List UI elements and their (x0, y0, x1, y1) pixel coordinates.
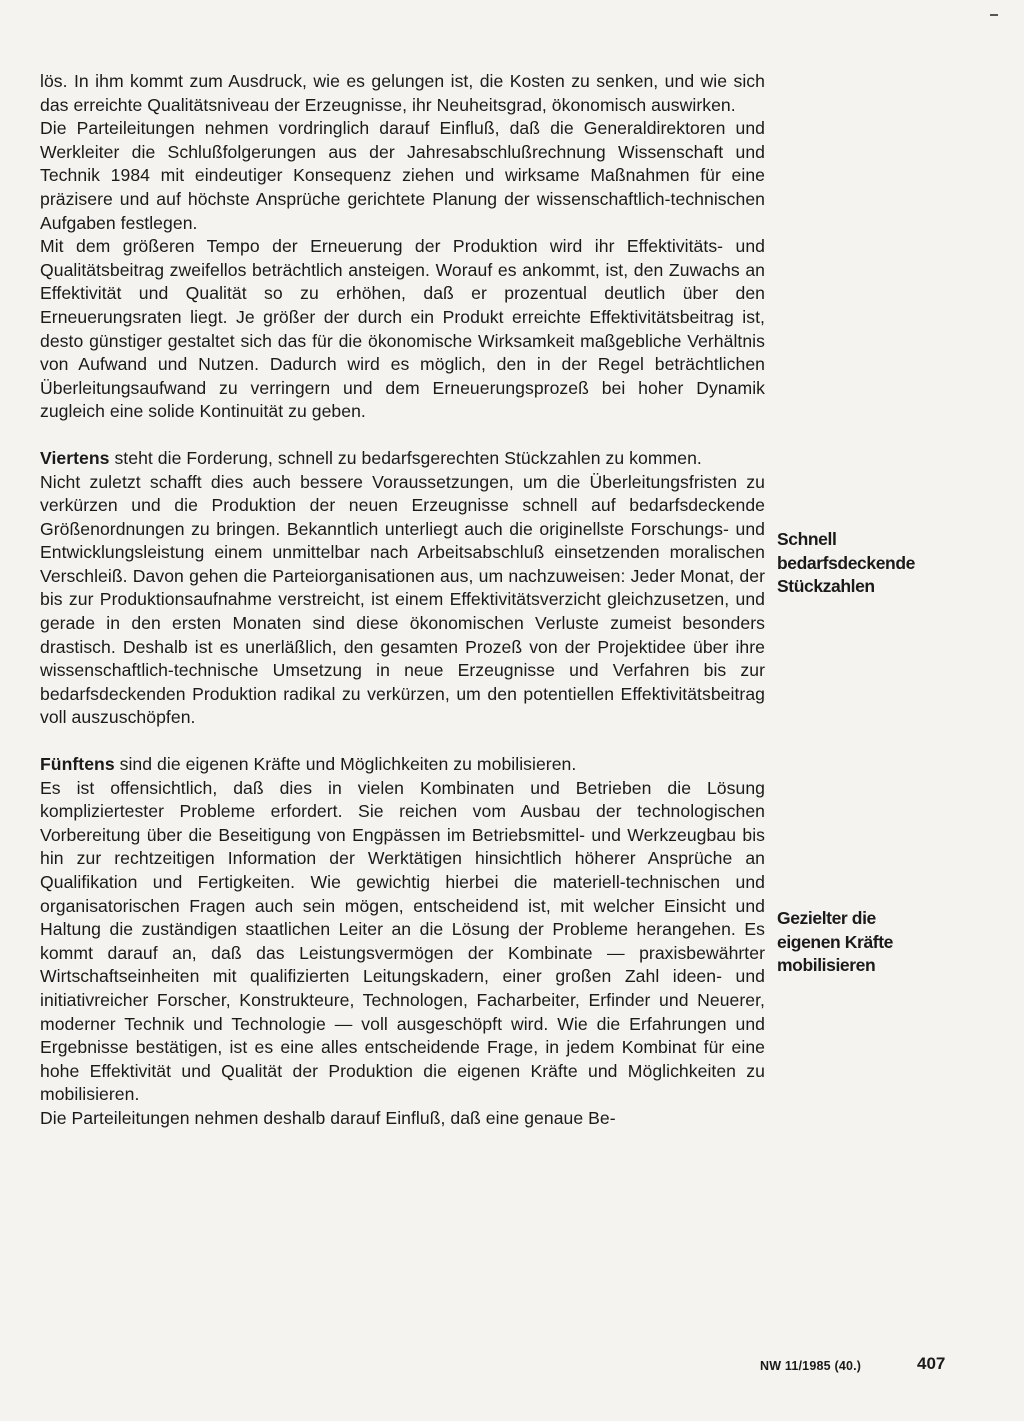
paragraph-viertens: Viertens steht die Forderung, schnell zu bedarfsgerechten Stückzahlen zu kommen. (40, 447, 702, 468)
paragraph: Es ist offensichtlich, daß dies in vielen Kombinaten und Betrieben die Lösung kompliziertester Probleme erfordert. Sie reichen vom Ausbau der technologischen Vorbereitung über die Beseitigung von Engpässen im Betriebsmittel- und Werkzeugbau bis hin zur rechtzeitigen Information der Werktätigen hinsichtlich höherer Ansprüche an Qualifikation und Fertigkeiten. Wie gewichtig hierbei die materiell-technischen und organisatorischen Fragen auch sein mögen, entscheidend ist, mit welcher Einsicht und Haltung die zuständigen staatlichen Leiter an die Lösung der Probleme herangehen. Es kommt darauf an, daß das Leistungsvermögen der Kombinate — praxisbewährter Wirtschaftseinheiten mit qualifizierten Leitungskadern, einer großen Zahl ideen- und initiativreicher Forscher, Konstrukteure, Technologen, Facharbeiter, Erfinder und Neuerer, moderner Technik und Technologie — voll ausgeschöpft wird. Wie die Erfahrungen und Ergebnisse bestätigen, ist es eine alles entscheidende Frage, in jedem Kombinat für eine hohe Effektivität und Qualität der Produktion die eigenen Kräfte und Möglichkeiten zu mobilisieren. (40, 777, 765, 1105)
paragraph: Mit dem größeren Tempo der Erneuerung der Produktion wird ihr Effektivitäts- und Qualitätsbeitrag zweifellos beträchtlich ansteigen. Worauf es ankommt, ist, den Zuwachs an Effektivität und Qualität so zu erhöhen, daß er prozentual deutlich über den Erneuerungsraten liegt. Je größer der durch ein Produkt erreichte Effektivitätsbeitrag ist, desto günstiger gestaltet sich das für die ökonomische Wirksamkeit maßgebliche Verhältnis von Aufwand und Nutzen. Dadurch wird es möglich, den in der Regel beträchtlichen Überleitungsaufwand zu verringern und dem Erneuerungsprozeß bei hoher Dynamik zugleich eine solide Kontinuität zu geben. (40, 236, 765, 422)
margin-note-stueckzahlen (777, 528, 977, 599)
margin-note-kraefte (777, 907, 977, 978)
paragraph: Nicht zuletzt schafft dies auch bessere Voraussetzungen, um die Überleitungsfristen zu verkürzen und die Produktion der neuen Erzeugnisse schnell auf bedarfsdeckende Größenordnungen zu bringen. Bekanntlich unterliegt auch die originellste Forschungs- und Entwicklungsleistung einem unmittelbar nach Arbeitsabschluß einsetzenden moralischen Verschleiß. Davon gehen die Parteiorganisationen aus, um nachzuweisen: Jeder Monat, der bis zur Produktionsaufnahme verstreicht, ist einem Effektivitätsverzicht gleichzusetzen, und gerade in den ersten Monaten sind diese ökonomischen Verluste zumeist besonders drastisch. Deshalb ist es unerläßlich, den gesamten Prozeß von der Projektidee über ihre wissenschaftlich-technische Umsetzung in neue Erzeugnisse und Verfahren bis zur bedarfsdeckenden Produktion radikal zu verkürzen, um den potentiellen Effektivitätsbeitrag voll auszuschöpfen. (40, 471, 765, 728)
margin-note-line: bedarfsdeckende (777, 552, 915, 573)
paragraph-lead: Viertens (40, 447, 110, 468)
paragraph-lead: Fünftens (40, 754, 115, 775)
margin-note-line: eigenen Kräfte (777, 931, 893, 952)
margin-note-line: Schnell (777, 529, 837, 549)
scan-mark (990, 14, 998, 16)
paragraph: Die Parteileitungen nehmen deshalb darauf Einfluß, daß eine genaue Be- (40, 1107, 616, 1128)
page-number: 407 (917, 1354, 946, 1373)
main-text-column (40, 70, 765, 1131)
margin-note-line: Stückzahlen (777, 576, 875, 596)
paragraph: lös. In ihm kommt zum Ausdruck, wie es gelungen ist, die Kosten zu senken, und wie sich das erreichte Qualitätsniveau der Erzeugnisse, ihr Neuheitsgrad, ökonomisch auswirken. (40, 71, 765, 115)
paragraph-fuenftens: Fünftens sind die eigenen Kräfte und Möglichkeiten zu mobilisieren. (40, 754, 577, 775)
issue-reference: NW 11/1985 (40.) (760, 1359, 862, 1373)
margin-note-line: Gezielter die (777, 908, 876, 928)
paragraph: Die Parteileitungen nehmen vordringlich darauf Einfluß, daß die Generaldirektoren und Werkleiter die Schlußfolgerungen aus der Jahresabschlußrechnung Wissenschaft und Technik 1984 mit eindeutiger Konsequenz ziehen und wirksame Maßnahmen für eine präzisere und auf höchste Ansprüche gerichtete Planung der wissenschaftlich-technischen Aufgaben festlegen. (40, 118, 765, 233)
margin-note-line: mobilisieren (777, 955, 876, 975)
